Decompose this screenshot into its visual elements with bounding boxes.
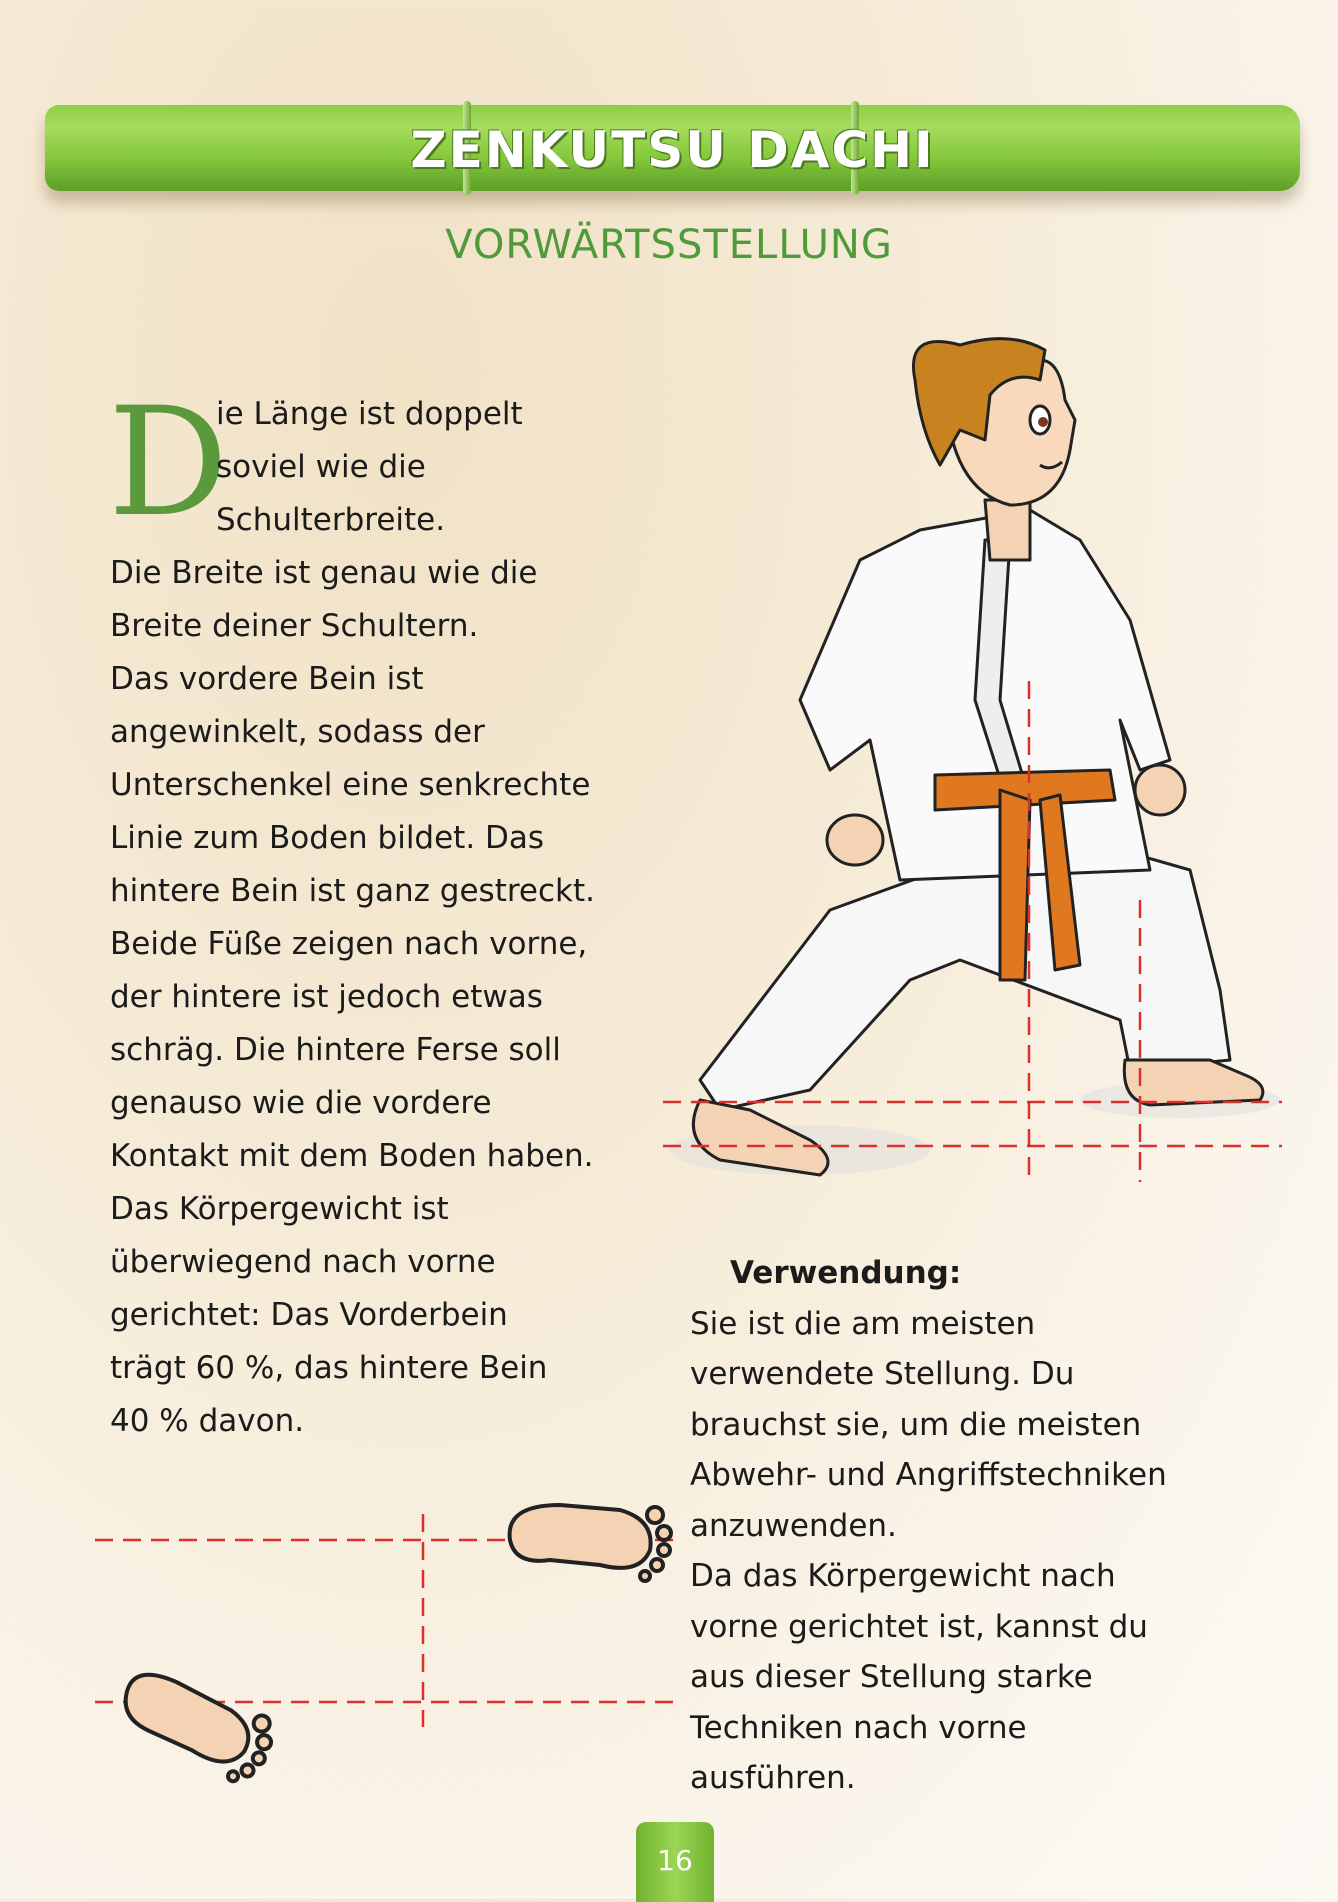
text-line: gerichtet: Das Vorderbein bbox=[110, 1297, 508, 1333]
text-line: vorne gerichtet ist, kannst du bbox=[690, 1608, 1148, 1645]
text-line: hintere Bein ist ganz gestreckt. bbox=[110, 873, 595, 909]
text-line: ausführen. bbox=[690, 1760, 856, 1796]
text-line: Sie ist die am meisten bbox=[690, 1305, 1036, 1342]
text-line: Unterschenkel eine senkrechte bbox=[110, 767, 591, 803]
text-line: brauchst sie, um die meisten bbox=[690, 1406, 1142, 1443]
text-line: Techniken nach vorne bbox=[690, 1709, 1027, 1746]
text-line: der hintere ist jedoch etwas bbox=[110, 979, 543, 1015]
text-line: schräg. Die hintere Ferse soll bbox=[110, 1032, 561, 1068]
text-line: genauso wie die vordere bbox=[110, 1085, 492, 1121]
front-foot-icon bbox=[510, 1505, 671, 1581]
karate-figure-illustration bbox=[670, 339, 1280, 1175]
text-line: trägt 60 %, das hintere Bein bbox=[110, 1350, 548, 1386]
text-line: ie Länge ist doppelt bbox=[216, 396, 523, 432]
text-line: aus dieser Stellung starke bbox=[690, 1659, 1093, 1695]
text-line: anzuwenden. bbox=[690, 1507, 897, 1544]
text-line: Breite deiner Schultern. bbox=[110, 608, 479, 644]
back-foot-icon bbox=[111, 1668, 281, 1789]
text-line: soviel wie die bbox=[216, 449, 426, 485]
text-line: Das Körpergewicht ist bbox=[110, 1191, 449, 1227]
text-line: 40 % davon. bbox=[110, 1403, 305, 1439]
text-line: verwendete Stellung. Du bbox=[690, 1356, 1075, 1392]
text-line: Abwehr- und Angriffstechniken bbox=[690, 1457, 1167, 1493]
page-number: 16 bbox=[636, 1822, 714, 1902]
page-title: ZENKUTSU DACHI bbox=[410, 121, 935, 179]
usage-heading: Verwendung: bbox=[730, 1255, 962, 1291]
footprint-diagram bbox=[95, 1505, 681, 1789]
page-subtitle: VORWÄRTSSTELLUNG bbox=[445, 222, 893, 268]
drop-cap: D bbox=[108, 376, 229, 550]
text-line: Schulterbreite. bbox=[216, 502, 446, 538]
text-line: angewinkelt, sodass der bbox=[110, 714, 485, 750]
text-line: Das vordere Bein ist bbox=[110, 661, 424, 697]
text-line: überwiegend nach vorne bbox=[110, 1244, 496, 1280]
text-line: Kontakt mit dem Boden haben. bbox=[110, 1138, 594, 1174]
text-line: Beide Füße zeigen nach vorne, bbox=[110, 926, 588, 962]
text-line: Die Breite ist genau wie die bbox=[110, 555, 538, 591]
text-line: Linie zum Boden bildet. Das bbox=[110, 820, 545, 856]
text-line: Da das Körpergewicht nach bbox=[690, 1558, 1116, 1594]
